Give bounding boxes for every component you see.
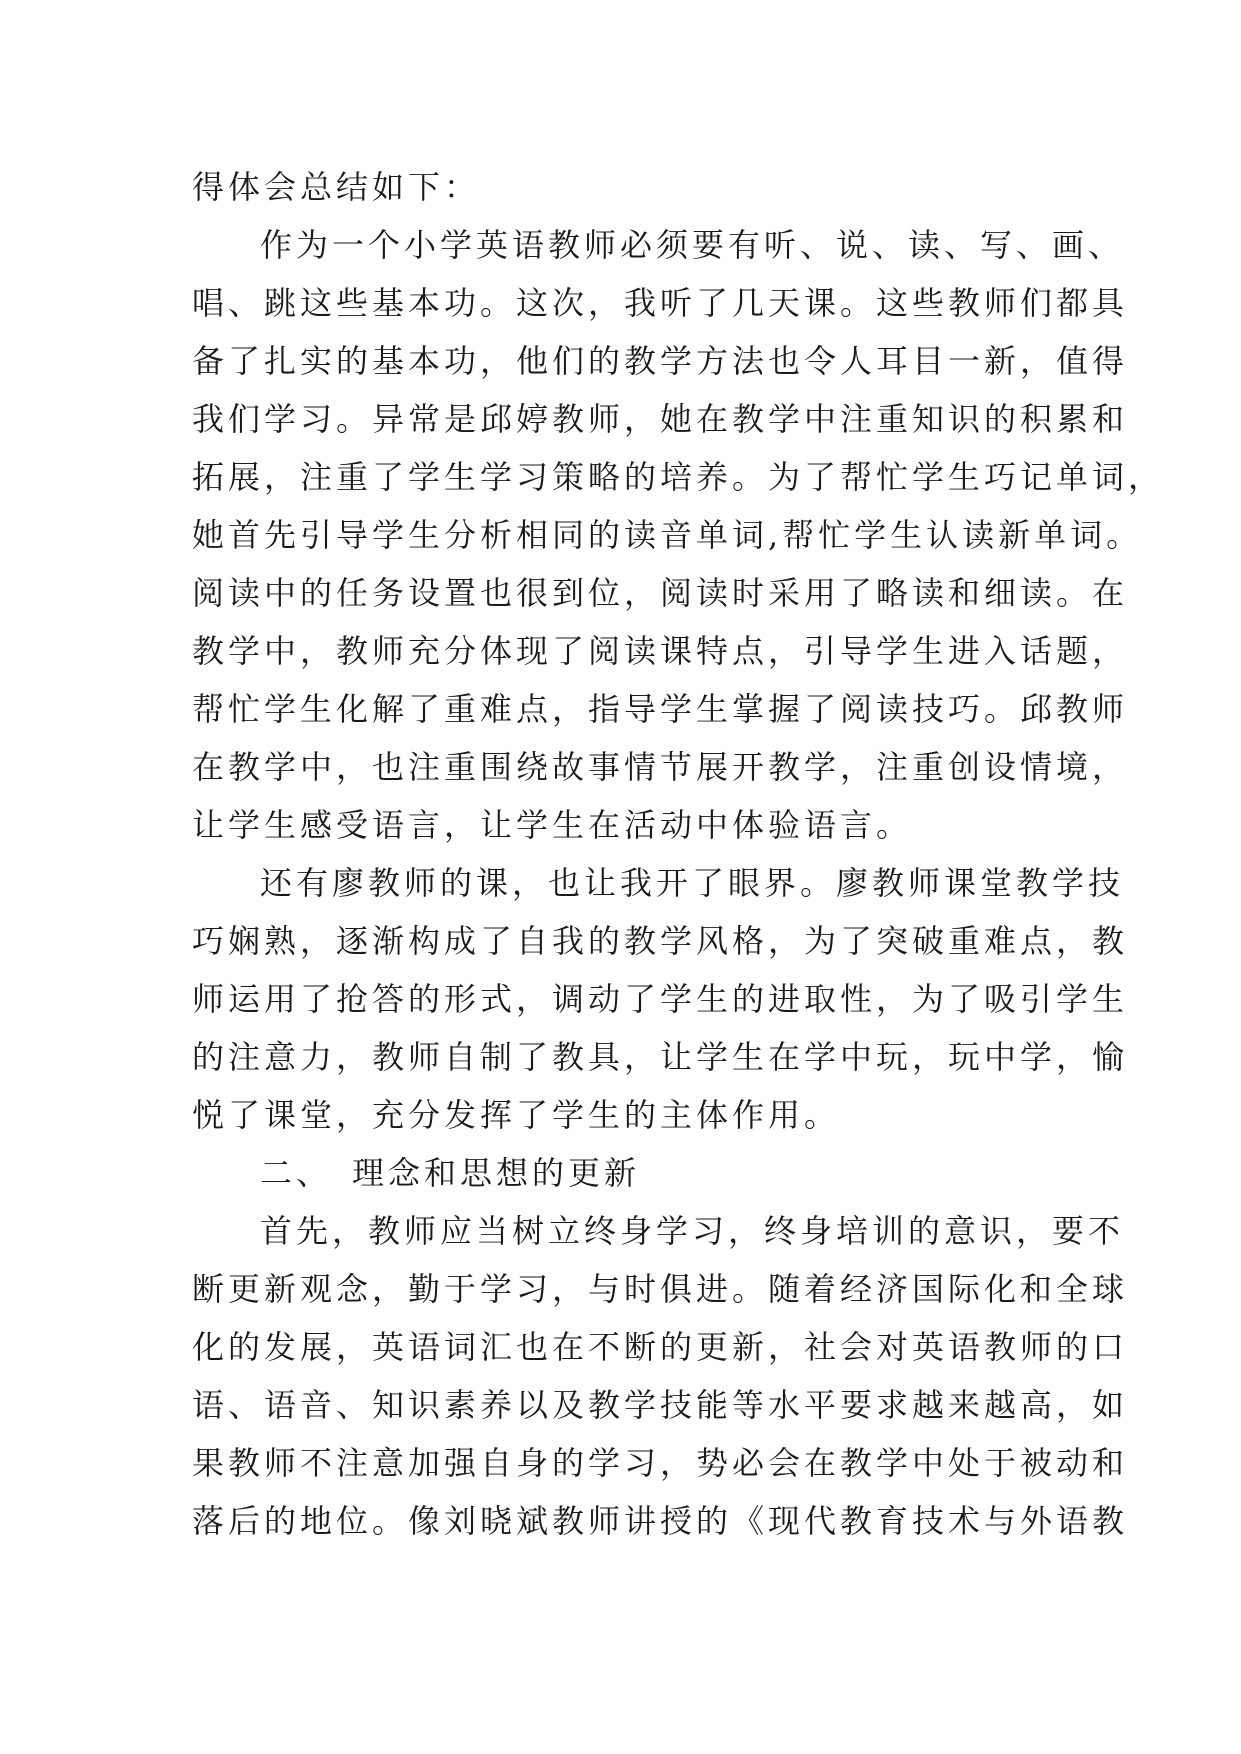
text-line: 果教师不注意加强自身的学习，势必会在教学中处于被动和 xyxy=(192,1444,1129,1482)
text-line: 我们学习。异常是邱婷教师，她在教学中注重知识的积累和 xyxy=(192,400,1129,438)
text-line: 作为一个小学英语教师必须要有听、说、读、写、画、 xyxy=(260,226,1125,264)
text-line: 教学中，教师充分体现了阅读课特点，引导学生进入话题， xyxy=(192,632,1129,670)
text-line: 巧娴熟，逐渐构成了自我的教学风格，为了突破重难点，教 xyxy=(192,922,1129,960)
body-text xyxy=(192,158,1165,1550)
text-line: 首先，教师应当树立终身学习，终身培训的意识，要不 xyxy=(260,1212,1125,1250)
text-line: 悦了课堂，充分发挥了学生的主体作用。 xyxy=(192,1096,841,1134)
text-line: 唱、跳这些基本功。这次，我听了几天课。这些教师们都具 xyxy=(192,284,1129,322)
text-line: 语、语音、知识素养以及教学技能等水平要求越来越高，如 xyxy=(192,1386,1129,1424)
text-line: 断更新观念，勤于学习，与时俱进。随着经济国际化和全球 xyxy=(192,1270,1129,1308)
text-line: 拓展，注重了学生学习策略的培养。为了帮忙学生巧记单词， xyxy=(192,458,1165,496)
text-line: 备了扎实的基本功，他们的教学方法也令人耳目一新，值得 xyxy=(192,342,1129,380)
text-line: 化的发展，英语词汇也在不断的更新，社会对英语教师的口 xyxy=(192,1328,1129,1366)
text-line: 让学生感受语言，让学生在活动中体验语言。 xyxy=(192,806,913,844)
text-line: 阅读中的任务设置也很到位，阅读时采用了略读和细读。在 xyxy=(192,574,1129,612)
text-line: 二、 理念和思想的更新 xyxy=(260,1154,641,1192)
text-line: 她首先引导学生分析相同的读音单词,帮忙学生认读新单词。 xyxy=(192,516,1143,554)
text-line: 还有廖教师的课，也让我开了眼界。廖教师课堂教学技 xyxy=(260,864,1125,902)
text-line: 在教学中，也注重围绕故事情节展开教学，注重创设情境， xyxy=(192,748,1129,786)
text-line: 落后的地位。像刘晓斌教师讲授的《现代教育技术与外语教 xyxy=(192,1502,1129,1540)
text-line: 师运用了抢答的形式，调动了学生的进取性，为了吸引学生 xyxy=(192,980,1129,1018)
text-line: 的注意力，教师自制了教具，让学生在学中玩，玩中学，愉 xyxy=(192,1038,1129,1076)
text-line: 得体会总结如下： xyxy=(192,168,481,206)
text-line: 帮忙学生化解了重难点，指导学生掌握了阅读技巧。邱教师 xyxy=(192,690,1129,728)
